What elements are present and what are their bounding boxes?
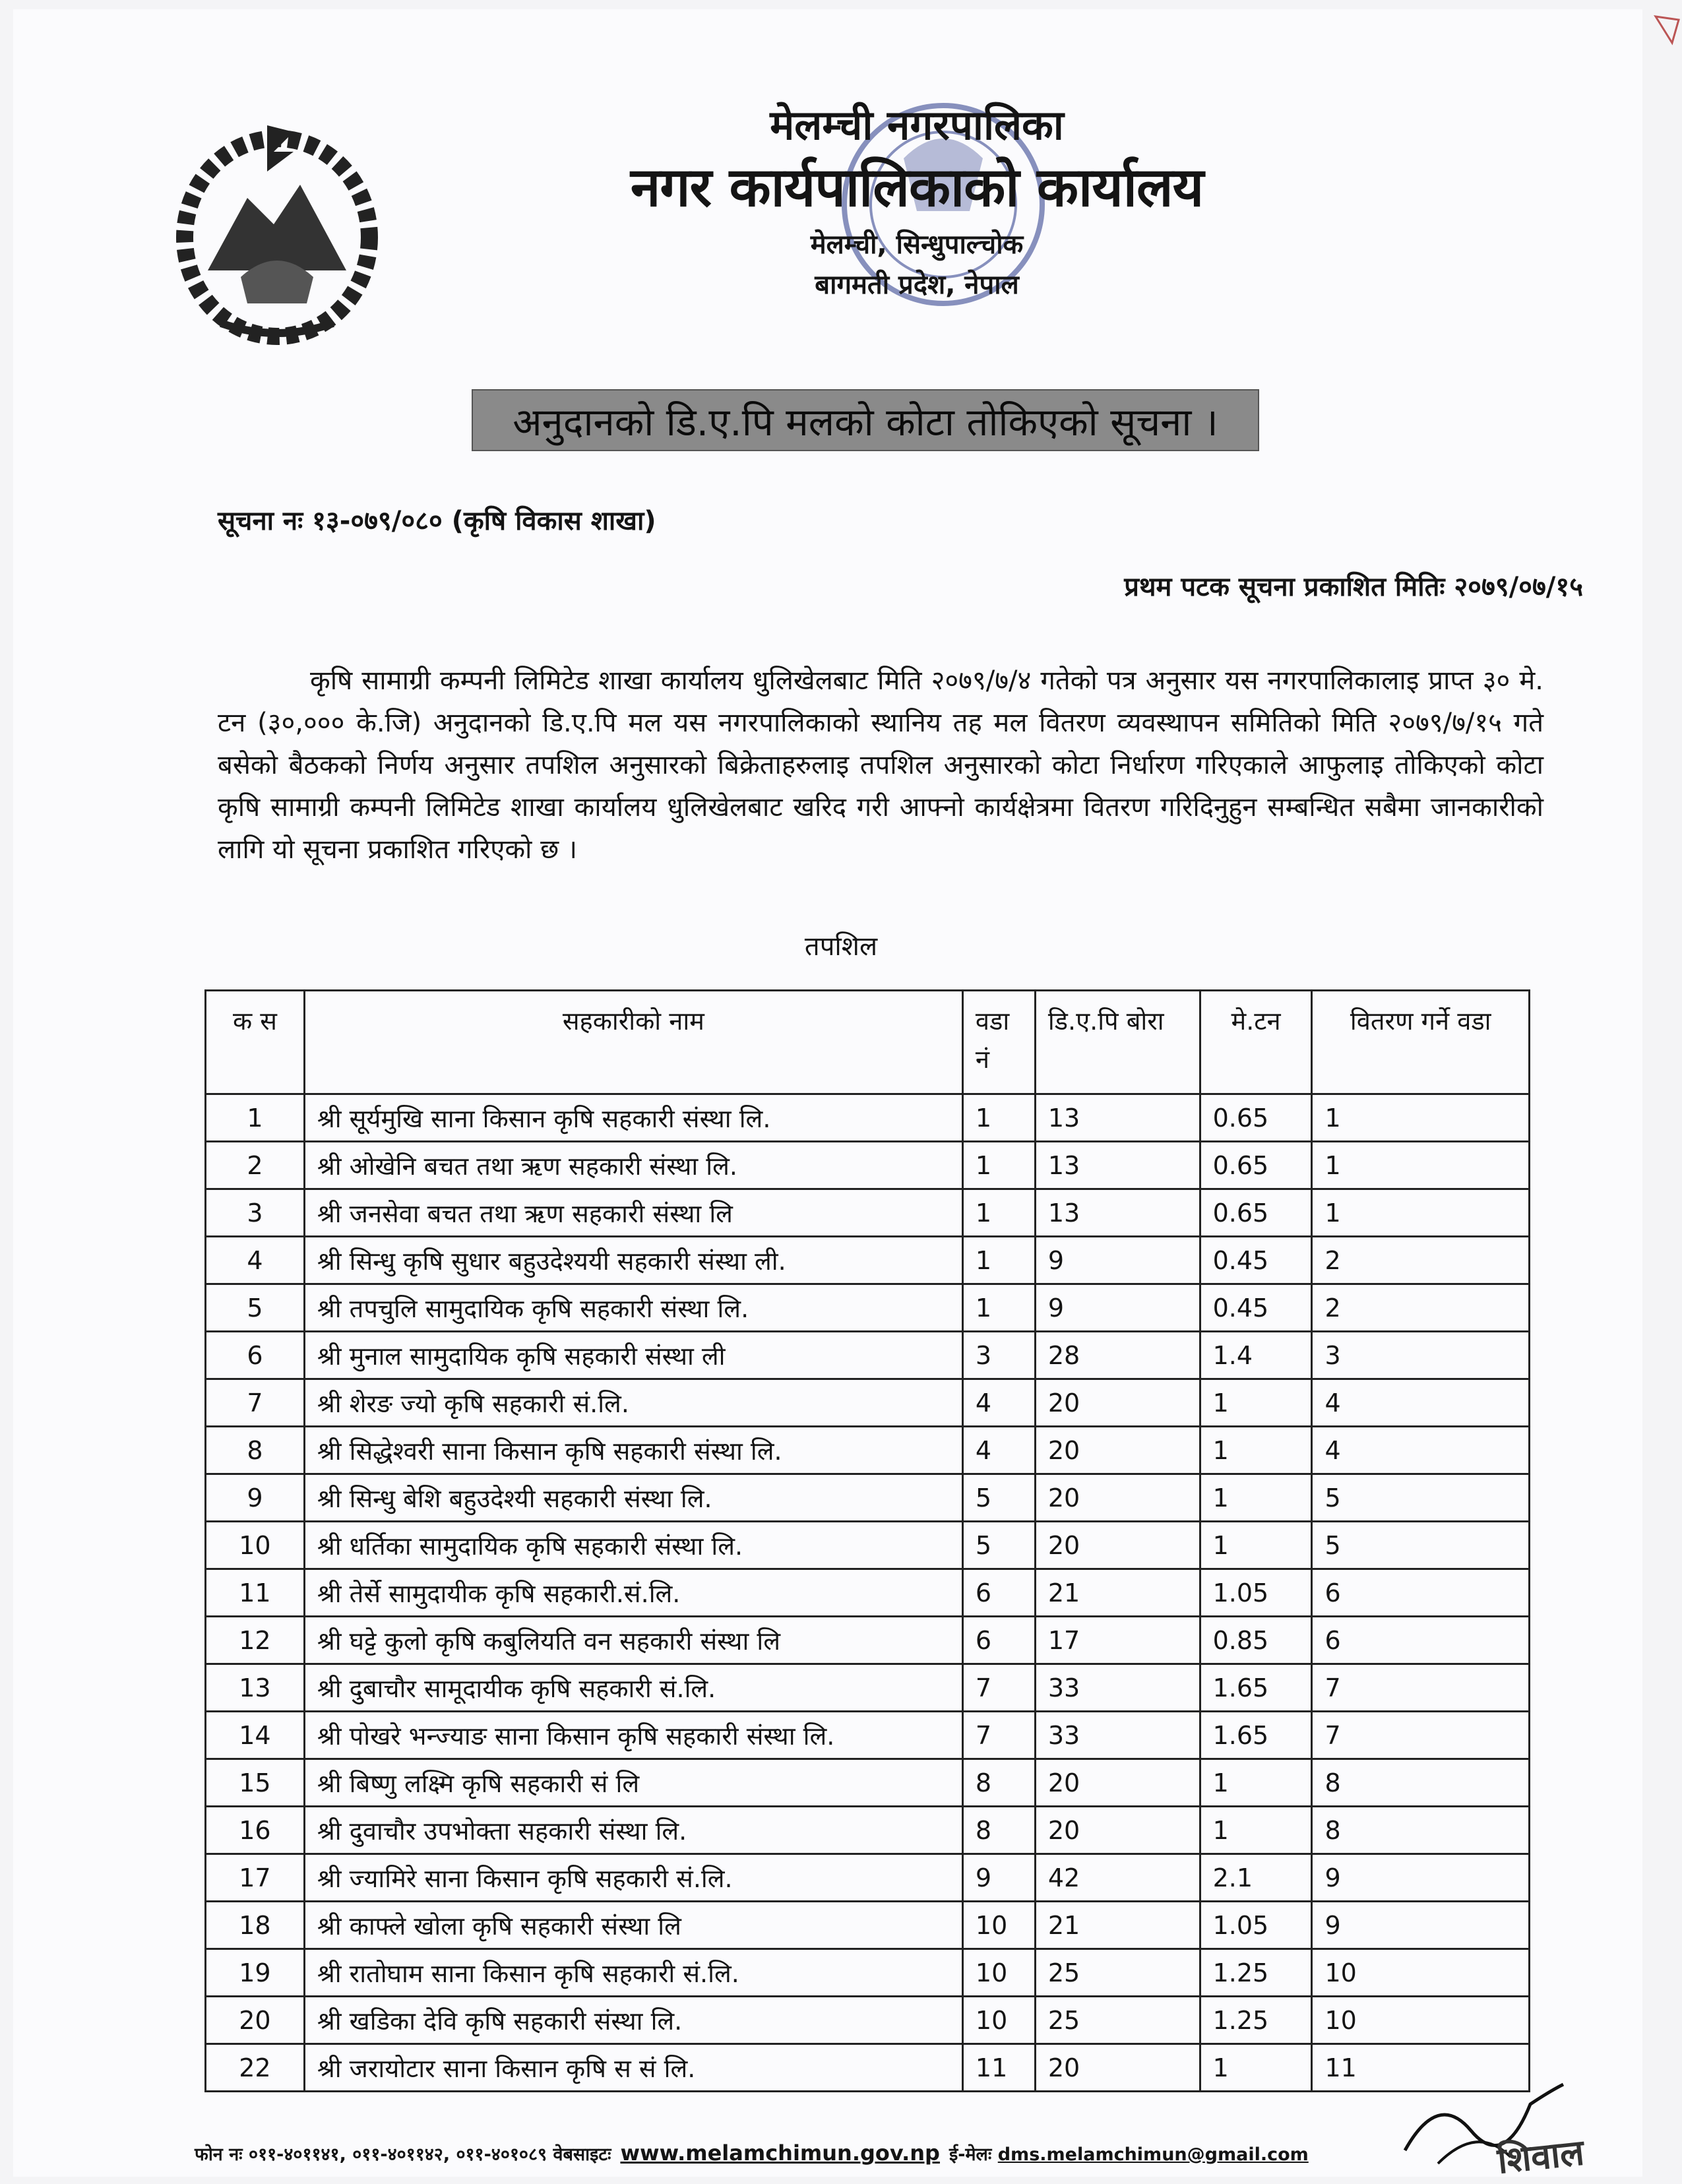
table-row bbox=[206, 1332, 1530, 1379]
footer-phones: फोन नः ०११-४०११४१, ०११-४०११४२, ०११-४०१०८९ वेबसाइटः bbox=[195, 2144, 611, 2165]
header-dap-bags: डि.ए.पि बोरा bbox=[1035, 991, 1200, 1094]
header-cooperative-name: सहकारीको नाम bbox=[304, 991, 962, 1094]
table-row bbox=[206, 1189, 1530, 1237]
name-cell: श्री पोखरे भन्ज्याङ साना किसान कृषि सहकारी संस्था लि. bbox=[304, 1712, 962, 1759]
serial-cell: 14 bbox=[206, 1712, 305, 1759]
table-row bbox=[206, 1997, 1530, 2044]
ton-cell: 1.05 bbox=[1200, 1569, 1312, 1617]
ton-cell: 1 bbox=[1200, 1474, 1312, 1522]
dist-ward-cell: 6 bbox=[1312, 1617, 1530, 1664]
bags-cell: 20 bbox=[1035, 1427, 1200, 1474]
serial-cell: 6 bbox=[206, 1332, 305, 1379]
ward-cell: 1 bbox=[962, 1142, 1035, 1189]
serial-cell: 22 bbox=[206, 2044, 305, 2092]
table-row bbox=[206, 1427, 1530, 1474]
dist-ward-cell: 10 bbox=[1312, 1997, 1530, 2044]
bags-cell: 21 bbox=[1035, 1902, 1200, 1949]
serial-cell: 5 bbox=[206, 1284, 305, 1332]
office-name: नगर कार्यपालिकाको कार्यालय bbox=[630, 156, 1204, 219]
ton-cell: 1 bbox=[1200, 1522, 1312, 1569]
serial-cell: 4 bbox=[206, 1237, 305, 1284]
bags-cell: 25 bbox=[1035, 1949, 1200, 1997]
name-cell: श्री धर्तिका सामुदायिक कृषि सहकारी संस्था लि. bbox=[304, 1522, 962, 1569]
ward-cell: 8 bbox=[962, 1759, 1035, 1807]
ward-cell: 1 bbox=[962, 1189, 1035, 1237]
notice-title: अनुदानको डि.ए.पि मलको कोटा तोकिएको सूचना । bbox=[472, 389, 1259, 451]
dist-ward-cell: 9 bbox=[1312, 1854, 1530, 1902]
ward-cell: 4 bbox=[962, 1427, 1035, 1474]
dist-ward-cell: 8 bbox=[1312, 1759, 1530, 1807]
name-cell: श्री जनसेवा बचत तथा ऋण सहकारी संस्था लि bbox=[304, 1189, 962, 1237]
dist-ward-cell: 11 bbox=[1312, 2044, 1530, 2092]
name-cell: श्री खडिका देवि कृषि सहकारी संस्था लि. bbox=[304, 1997, 962, 2044]
serial-cell: 19 bbox=[206, 1949, 305, 1997]
ward-cell: 1 bbox=[962, 1237, 1035, 1284]
ton-cell: 0.65 bbox=[1200, 1189, 1312, 1237]
bags-cell: 17 bbox=[1035, 1617, 1200, 1664]
bags-cell: 20 bbox=[1035, 1759, 1200, 1807]
serial-cell: 15 bbox=[206, 1759, 305, 1807]
dist-ward-cell: 9 bbox=[1312, 1902, 1530, 1949]
header-ward-no: वडा नं bbox=[962, 991, 1035, 1094]
table-row bbox=[206, 1617, 1530, 1664]
name-cell: श्री बिष्णु लक्ष्मि कृषि सहकारी सं लि bbox=[304, 1759, 962, 1807]
address-line-2: बागमती प्रदेश, नेपाल bbox=[815, 270, 1019, 300]
table-header-row bbox=[206, 991, 1530, 1094]
ward-cell: 3 bbox=[962, 1332, 1035, 1379]
name-cell: श्री दुवाचौर उपभोक्ता सहकारी संस्था लि. bbox=[304, 1807, 962, 1854]
ward-cell: 4 bbox=[962, 1379, 1035, 1427]
serial-cell: 11 bbox=[206, 1569, 305, 1617]
bags-cell: 20 bbox=[1035, 1474, 1200, 1522]
serial-cell: 13 bbox=[206, 1664, 305, 1712]
name-cell: श्री रातोघाम साना किसान कृषि सहकारी सं.लि. bbox=[304, 1949, 962, 1997]
ton-cell: 0.65 bbox=[1200, 1094, 1312, 1142]
dist-ward-cell: 4 bbox=[1312, 1427, 1530, 1474]
dist-ward-cell: 7 bbox=[1312, 1712, 1530, 1759]
ward-cell: 10 bbox=[962, 1949, 1035, 1997]
header-serial: क स bbox=[206, 991, 305, 1094]
table-row bbox=[206, 1094, 1530, 1142]
ward-cell: 1 bbox=[962, 1094, 1035, 1142]
table-row bbox=[206, 1237, 1530, 1284]
bags-cell: 9 bbox=[1035, 1237, 1200, 1284]
header-distribution-ward: वितरण गर्ने वडा bbox=[1312, 991, 1530, 1094]
ward-cell: 9 bbox=[962, 1854, 1035, 1902]
table-row bbox=[206, 1712, 1530, 1759]
serial-cell: 16 bbox=[206, 1807, 305, 1854]
bags-cell: 25 bbox=[1035, 1997, 1200, 2044]
ton-cell: 1.4 bbox=[1200, 1332, 1312, 1379]
ton-cell: 0.85 bbox=[1200, 1617, 1312, 1664]
dist-ward-cell: 8 bbox=[1312, 1807, 1530, 1854]
dist-ward-cell: 10 bbox=[1312, 1949, 1530, 1997]
serial-cell: 18 bbox=[206, 1902, 305, 1949]
footer-website-link[interactable]: www.melamchimun.gov.np bbox=[620, 2140, 940, 2166]
name-cell: श्री सिन्धु बेशि बहुउदेश्यी सहकारी संस्था लि. bbox=[304, 1474, 962, 1522]
ton-cell: 1.25 bbox=[1200, 1997, 1312, 2044]
table-row bbox=[206, 1664, 1530, 1712]
municipality-name: मेलम्ची नगरपालिका bbox=[770, 101, 1064, 149]
ton-cell: 1 bbox=[1200, 2044, 1312, 2092]
bags-cell: 42 bbox=[1035, 1854, 1200, 1902]
serial-cell: 12 bbox=[206, 1617, 305, 1664]
quota-table bbox=[204, 989, 1530, 2092]
bags-cell: 9 bbox=[1035, 1284, 1200, 1332]
name-cell: श्री सिद्धेश्वरी साना किसान कृषि सहकारी संस्था लि. bbox=[304, 1427, 962, 1474]
name-cell: श्री ज्यामिरे साना किसान कृषि सहकारी सं.लि. bbox=[304, 1854, 962, 1902]
ton-cell: 0.45 bbox=[1200, 1284, 1312, 1332]
dist-ward-cell: 5 bbox=[1312, 1474, 1530, 1522]
ton-cell: 1 bbox=[1200, 1379, 1312, 1427]
table-row bbox=[206, 1474, 1530, 1522]
letterhead bbox=[488, 99, 1346, 305]
ton-cell: 1.65 bbox=[1200, 1664, 1312, 1712]
bags-cell: 20 bbox=[1035, 1379, 1200, 1427]
ward-cell: 6 bbox=[962, 1617, 1035, 1664]
bags-cell: 20 bbox=[1035, 1807, 1200, 1854]
dist-ward-cell: 3 bbox=[1312, 1332, 1530, 1379]
bags-cell: 13 bbox=[1035, 1142, 1200, 1189]
publication-date: प्रथम पटक सूचना प्रकाशित मितिः २०७९/०७/१५ bbox=[1124, 572, 1583, 602]
ward-cell: 1 bbox=[962, 1284, 1035, 1332]
name-cell: श्री सूर्यमुखि साना किसान कृषि सहकारी संस्था लि. bbox=[304, 1094, 962, 1142]
serial-cell: 7 bbox=[206, 1379, 305, 1427]
table-row bbox=[206, 1854, 1530, 1902]
serial-cell: 2 bbox=[206, 1142, 305, 1189]
dist-ward-cell: 2 bbox=[1312, 1237, 1530, 1284]
table-caption: तपशिल bbox=[804, 931, 878, 962]
table-row bbox=[206, 2044, 1530, 2092]
ward-cell: 7 bbox=[962, 1712, 1035, 1759]
ward-cell: 8 bbox=[962, 1807, 1035, 1854]
name-cell: श्री मुनाल सामुदायिक कृषि सहकारी संस्था ली bbox=[304, 1332, 962, 1379]
footer-contact bbox=[195, 2140, 1309, 2166]
name-cell: श्री दुबाचौर सामूदायीक कृषि सहकारी सं.लि. bbox=[304, 1664, 962, 1712]
serial-cell: 3 bbox=[206, 1189, 305, 1237]
serial-cell: 9 bbox=[206, 1474, 305, 1522]
dist-ward-cell: 1 bbox=[1312, 1142, 1530, 1189]
table-row bbox=[206, 1569, 1530, 1617]
serial-cell: 10 bbox=[206, 1522, 305, 1569]
ton-cell: 1.05 bbox=[1200, 1902, 1312, 1949]
ward-cell: 11 bbox=[962, 2044, 1035, 2092]
table-row bbox=[206, 1902, 1530, 1949]
serial-cell: 20 bbox=[206, 1997, 305, 2044]
ward-cell: 5 bbox=[962, 1474, 1035, 1522]
table-row bbox=[206, 1759, 1530, 1807]
bags-cell: 33 bbox=[1035, 1664, 1200, 1712]
ton-cell: 1 bbox=[1200, 1427, 1312, 1474]
ton-cell: 1.25 bbox=[1200, 1949, 1312, 1997]
ward-cell: 10 bbox=[962, 1902, 1035, 1949]
table-row bbox=[206, 1522, 1530, 1569]
dist-ward-cell: 1 bbox=[1312, 1189, 1530, 1237]
dist-ward-cell: 4 bbox=[1312, 1379, 1530, 1427]
bags-cell: 28 bbox=[1035, 1332, 1200, 1379]
address-line-1: मेलम्ची, सिन्धुपाल्चोक bbox=[810, 230, 1024, 260]
stamp-text: शिवाल bbox=[1495, 2131, 1586, 2182]
name-cell: श्री ओखेनि बचत तथा ऋण सहकारी संस्था लि. bbox=[304, 1142, 962, 1189]
table-row bbox=[206, 1142, 1530, 1189]
page-corner-mark-icon bbox=[1652, 13, 1682, 46]
dist-ward-cell: 2 bbox=[1312, 1284, 1530, 1332]
ward-cell: 10 bbox=[962, 1997, 1035, 2044]
name-cell: श्री जरायोटार साना किसान कृषि स सं लि. bbox=[304, 2044, 962, 2092]
dist-ward-cell: 6 bbox=[1312, 1569, 1530, 1617]
dist-ward-cell: 1 bbox=[1312, 1094, 1530, 1142]
header-metric-ton: मे.टन bbox=[1200, 991, 1312, 1094]
dist-ward-cell: 5 bbox=[1312, 1522, 1530, 1569]
bags-cell: 20 bbox=[1035, 1522, 1200, 1569]
name-cell: श्री घट्टे कुलो कृषि कबुलियति वन सहकारी संस्था लि bbox=[304, 1617, 962, 1664]
bags-cell: 21 bbox=[1035, 1569, 1200, 1617]
serial-cell: 1 bbox=[206, 1094, 305, 1142]
footer-email-link[interactable]: dms.melamchimun@gmail.com bbox=[997, 2144, 1309, 2165]
name-cell: श्री सिन्धु कृषि सुधार बहुउदेश्ययी सहकारी संस्था ली. bbox=[304, 1237, 962, 1284]
notice-body: कृषि सामाग्री कम्पनी लिमिटेड शाखा कार्यालय धुलिखेलबाट मिति २०७९/७/४ गतेको पत्र अनुसार यस नगरपालिकालाइ प्राप्त ३० मे. टन (३०,००० के.जि) अनुदानको डि.ए.पि मल यस नगरपालिकाको स्थानिय तह मल वितरण व्यवस्थापन समितिको मिति २०७९/७/१५ गते बसेको बैठकको निर्णय अनुसार तपशिल अनुसारको बिक्रेताहरुलाइ तपशिल अनुसारको कोटा निर्धारण गरिएकाले आफुलाइ तोकिएको कोटा कृषि सामाग्री कम्पनी लिमिटेड शाखा कार्यालय धुलिखेलबाट खरिद गरी आफ्नो कार्यक्षेत्रमा वितरण गरिदिनुहुन सम्बन्धित सबैमा जानकारीको लागि यो सूचना प्रकाशित गरिएको छ । bbox=[218, 666, 1543, 865]
ton-cell: 2.1 bbox=[1200, 1854, 1312, 1902]
ton-cell: 1 bbox=[1200, 1759, 1312, 1807]
serial-cell: 17 bbox=[206, 1854, 305, 1902]
ton-cell: 1 bbox=[1200, 1807, 1312, 1854]
bags-cell: 13 bbox=[1035, 1094, 1200, 1142]
table-row bbox=[206, 1949, 1530, 1997]
bags-cell: 13 bbox=[1035, 1189, 1200, 1237]
name-cell: श्री तपचुलि सामुदायिक कृषि सहकारी संस्था लि. bbox=[304, 1284, 962, 1332]
ward-cell: 7 bbox=[962, 1664, 1035, 1712]
ton-cell: 1.65 bbox=[1200, 1712, 1312, 1759]
name-cell: श्री काफ्ले खोला कृषि सहकारी संस्था लि bbox=[304, 1902, 962, 1949]
table-row bbox=[206, 1807, 1530, 1854]
bags-cell: 20 bbox=[1035, 2044, 1200, 2092]
ward-cell: 6 bbox=[962, 1569, 1035, 1617]
notice-number: सूचना नः १३-०७९/०८० (कृषि विकास शाखा) bbox=[218, 506, 656, 536]
ward-cell: 5 bbox=[962, 1522, 1035, 1569]
table-row bbox=[206, 1379, 1530, 1427]
footer-email-label: ई-मेलः bbox=[949, 2144, 992, 2165]
serial-cell: 8 bbox=[206, 1427, 305, 1474]
dist-ward-cell: 7 bbox=[1312, 1664, 1530, 1712]
name-cell: श्री शेरङ ज्यो कृषि सहकारी सं.लि. bbox=[304, 1379, 962, 1427]
ton-cell: 0.65 bbox=[1200, 1142, 1312, 1189]
bags-cell: 33 bbox=[1035, 1712, 1200, 1759]
ton-cell: 0.45 bbox=[1200, 1237, 1312, 1284]
table-row bbox=[206, 1284, 1530, 1332]
nepal-emblem-icon bbox=[168, 112, 386, 350]
name-cell: श्री तेर्से सामुदायीक कृषि सहकारी.सं.लि. bbox=[304, 1569, 962, 1617]
